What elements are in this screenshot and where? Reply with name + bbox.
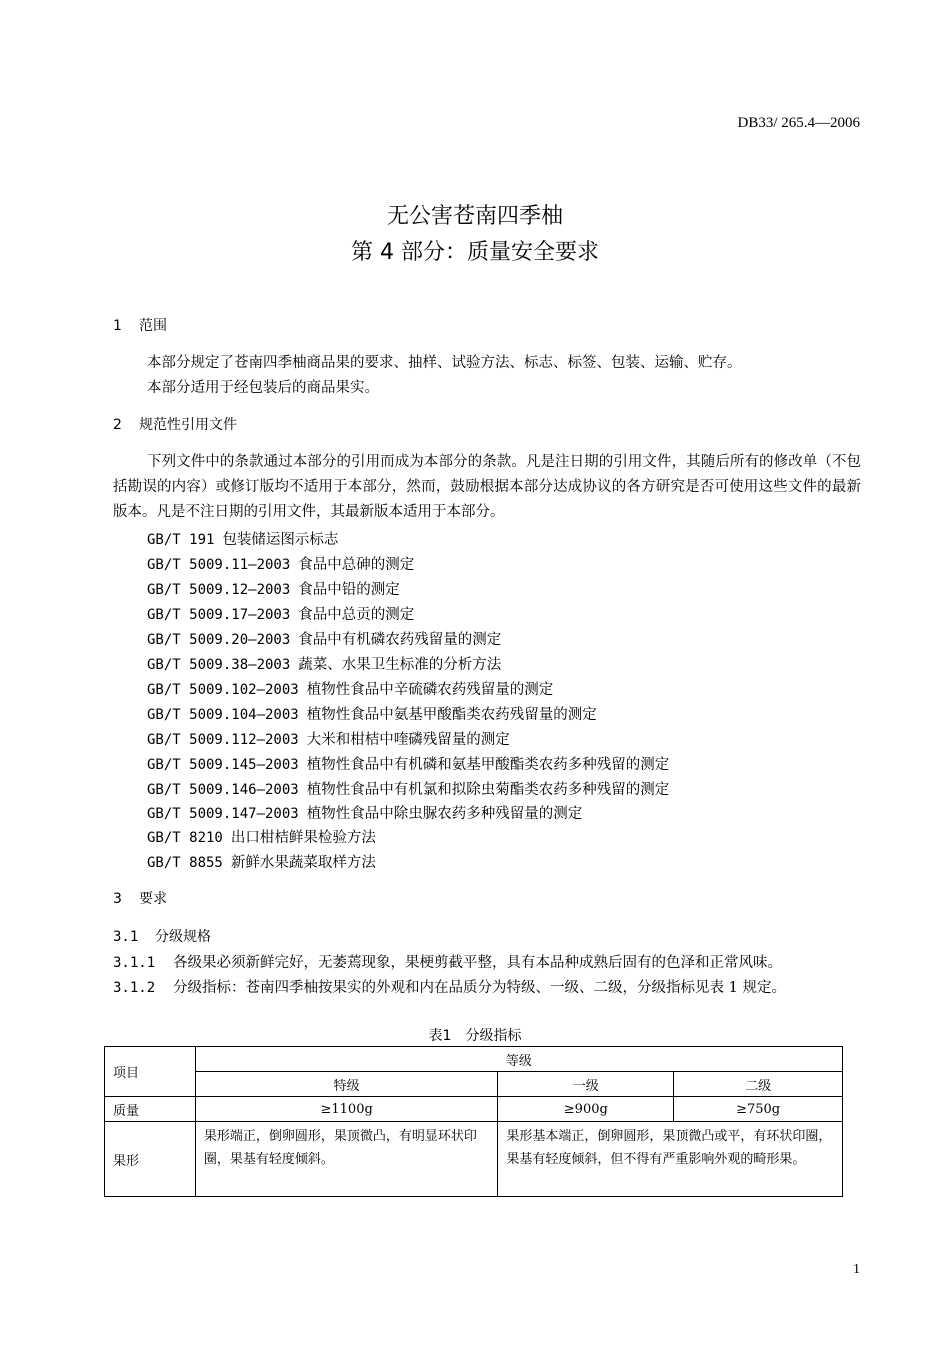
subsection-title: 分级规格 (155, 929, 211, 945)
reference-code: GB/T 5009.20—2003 (147, 632, 291, 648)
reference-code: GB/T 5009.12—2003 (147, 582, 291, 598)
grade-second-header: 二级 (674, 1072, 843, 1097)
clause-number: 3.1.1 (113, 955, 156, 971)
reference-item (147, 851, 376, 872)
reference-title: 食品中总砷的测定 (298, 557, 415, 573)
reference-item (147, 753, 669, 774)
subsection-number: 3.1 (113, 929, 139, 945)
reference-code: GB/T 5009.17—2003 (147, 607, 291, 623)
page-number: 1 (853, 1262, 860, 1277)
clause (113, 951, 782, 972)
weight-first: ≥900g (498, 1097, 674, 1122)
weight-special: ≥1100g (195, 1097, 498, 1122)
section-title: 范围 (139, 318, 167, 334)
reference-code: GB/T 5009.38—2003 (147, 657, 291, 673)
reference-item (147, 553, 414, 574)
paragraph: 本部分适用于经包装后的商品果实。 (147, 380, 379, 396)
reference-title: 植物性食品中氨基甲酸酯类农药残留量的测定 (306, 707, 597, 723)
section-title: 要求 (139, 891, 167, 907)
table-header-row (105, 1047, 843, 1072)
reference-item (147, 678, 553, 699)
row-label-shape: 果形 (105, 1122, 196, 1197)
section-number: 1 (113, 318, 122, 334)
reference-code: GB/T 5009.146—2003 (147, 782, 299, 798)
reference-code: GB/T 5009.102—2003 (147, 682, 299, 698)
section-heading-references (113, 414, 237, 434)
reference-code: GB/T 5009.145—2003 (147, 757, 299, 773)
reference-code: GB/T 5009.112—2003 (147, 732, 299, 748)
reference-title: 食品中有机磷农药残留量的测定 (298, 632, 502, 648)
reference-item (147, 653, 501, 674)
reference-title: 大米和柑桔中喹磷残留量的测定 (306, 732, 510, 748)
clause-text: 各级果必须新鲜完好，无萎蔫现象，果梗剪截平整，具有本品种成熟后固有的色泽和正常风味。 (173, 955, 782, 971)
shape-first-second: 果形基本端正，倒卵圆形，果顶微凸或平，有环状印圈，果基有轻度倾斜，但不得有严重影响外观的畸形果。 (498, 1122, 843, 1197)
clause-number: 3.1.2 (113, 980, 156, 996)
table-header-grade: 等级 (195, 1047, 842, 1072)
reference-title: 食品中铅的测定 (298, 582, 400, 598)
subsection-heading (113, 926, 211, 946)
grading-table (104, 1046, 843, 1197)
table-row (105, 1097, 843, 1122)
reference-item (147, 578, 400, 599)
reference-code: GB/T 5009.147—2003 (147, 806, 299, 822)
reference-title: 包装储运图示标志 (222, 532, 339, 548)
reference-title: 蔬菜、水果卫生标准的分析方法 (298, 657, 502, 673)
reference-title: 植物性食品中有机磷和氨基甲酸酯类农药多种残留的测定 (306, 757, 670, 773)
reference-title: 食品中总贡的测定 (298, 607, 415, 623)
reference-title: 植物性食品中除虫脲农药多种残留量的测定 (306, 806, 583, 822)
reference-code: GB/T 191 (147, 532, 215, 548)
reference-item (147, 603, 414, 624)
section-heading-scope (113, 315, 167, 335)
document-subtitle: 第 4 部分：质量安全要求 (351, 240, 599, 265)
reference-code: GB/T 8855 (147, 855, 223, 871)
clause (113, 976, 786, 997)
document-title: 无公害苍南四季柚 (386, 204, 563, 229)
row-label-weight: 质量 (105, 1097, 196, 1122)
reference-title: 新鲜水果蔬菜取样方法 (230, 855, 376, 871)
reference-item (147, 703, 597, 724)
reference-code: GB/T 5009.104—2003 (147, 707, 299, 723)
table-row (105, 1122, 843, 1197)
reference-item (147, 728, 510, 749)
reference-item (147, 628, 501, 649)
reference-item (147, 528, 338, 549)
section-title: 规范性引用文件 (139, 417, 237, 433)
reference-title: 植物性食品中有机氯和拟除虫菊酯类农药多种残留的测定 (306, 782, 670, 798)
reference-code: GB/T 5009.11—2003 (147, 557, 291, 573)
section-heading-requirements (113, 888, 167, 908)
clause-text: 分级指标：苍南四季柚按果实的外观和内在品质分为特级、一级、二级，分级指标见表 1 规定。 (173, 980, 786, 996)
weight-second: ≥750g (674, 1097, 843, 1122)
reference-title: 植物性食品中辛硫磷农药残留量的测定 (306, 682, 554, 698)
shape-special: 果形端正，倒卵圆形，果顶微凸，有明显环状印圈，果基有轻度倾斜。 (195, 1122, 498, 1197)
reference-item (147, 802, 582, 823)
section-number: 2 (113, 417, 122, 433)
table-caption: 表1 分级指标 (428, 1028, 522, 1044)
reference-code: GB/T 8210 (147, 830, 223, 846)
section-number: 3 (113, 891, 122, 907)
reference-item (147, 778, 669, 799)
paragraph: 本部分规定了苍南四季柚商品果的要求、抽样、试验方法、标志、标签、包装、运输、贮存。 (147, 355, 742, 371)
table-subheader-row (105, 1072, 843, 1097)
table-header-item: 项目 (105, 1047, 196, 1097)
reference-title: 出口柑桔鲜果检验方法 (230, 830, 376, 846)
grade-special-header: 特级 (195, 1072, 498, 1097)
references-intro-paragraph: 下列文件中的条款通过本部分的引用而成为本部分的条款。凡是注日期的引用文件，其随后所有的修改单（不包括勘误的内容）或修订版均不适用于本部分，然而，鼓励根据本部分达成协议的各方研究是否可使用这些文件的最新版本。凡是不注日期的引用文件，其最新版本适用于本部分。 (113, 454, 861, 520)
reference-item (147, 826, 376, 847)
document-number: DB33/ 265.4—2006 (737, 115, 860, 131)
grade-first-header: 一级 (498, 1072, 674, 1097)
